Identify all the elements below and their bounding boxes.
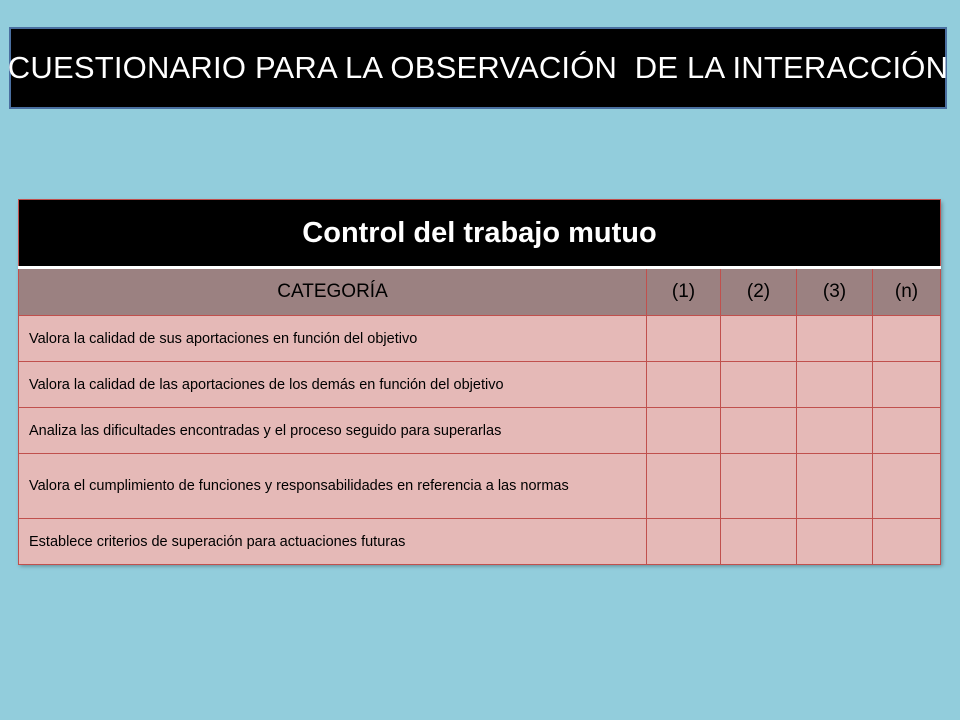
score-cell[interactable] xyxy=(647,454,721,519)
score-cell[interactable] xyxy=(797,408,873,454)
score-cell[interactable] xyxy=(873,519,941,565)
score-cell[interactable] xyxy=(647,316,721,362)
slide-title: CUESTIONARIO PARA LA OBSERVACIÓN DE LA INTERACCIÓN xyxy=(7,50,949,85)
column-header-n: (n) xyxy=(873,268,941,316)
score-cell[interactable] xyxy=(647,408,721,454)
table-row xyxy=(19,454,941,519)
row-category: Valora la calidad de sus aportaciones en función del objetivo xyxy=(19,316,647,362)
score-cell[interactable] xyxy=(797,519,873,565)
score-cell[interactable] xyxy=(721,316,797,362)
table-row xyxy=(19,362,941,408)
column-header-1: (1) xyxy=(647,268,721,316)
observation-table xyxy=(18,199,940,563)
score-cell[interactable] xyxy=(873,316,941,362)
score-cell[interactable] xyxy=(647,519,721,565)
score-cell[interactable] xyxy=(797,454,873,519)
score-cell[interactable] xyxy=(873,454,941,519)
table-row xyxy=(19,408,941,454)
column-header-2: (2) xyxy=(721,268,797,316)
score-cell[interactable] xyxy=(797,316,873,362)
table-heading: Control del trabajo mutuo xyxy=(19,200,941,268)
score-cell[interactable] xyxy=(797,362,873,408)
table-row xyxy=(19,316,941,362)
row-category: Valora el cumplimiento de funciones y responsabilidades en referencia a las normas xyxy=(19,454,647,519)
table-row xyxy=(19,519,941,565)
column-header-categoria: CATEGORÍA xyxy=(19,268,647,316)
row-category: Analiza las dificultades encontradas y el proceso seguido para superarlas xyxy=(19,408,647,454)
score-cell[interactable] xyxy=(873,362,941,408)
row-category: Establece criterios de superación para actuaciones futuras xyxy=(19,519,647,565)
score-cell[interactable] xyxy=(721,454,797,519)
row-category: Valora la calidad de las aportaciones de los demás en función del objetivo xyxy=(19,362,647,408)
score-cell[interactable] xyxy=(721,362,797,408)
score-cell[interactable] xyxy=(647,362,721,408)
score-cell[interactable] xyxy=(873,408,941,454)
table-heading-row xyxy=(19,200,941,268)
slide-title-box xyxy=(9,27,947,109)
column-header-3: (3) xyxy=(797,268,873,316)
observation-grid xyxy=(18,199,941,565)
table-header-row xyxy=(19,268,941,316)
score-cell[interactable] xyxy=(721,519,797,565)
score-cell[interactable] xyxy=(721,408,797,454)
